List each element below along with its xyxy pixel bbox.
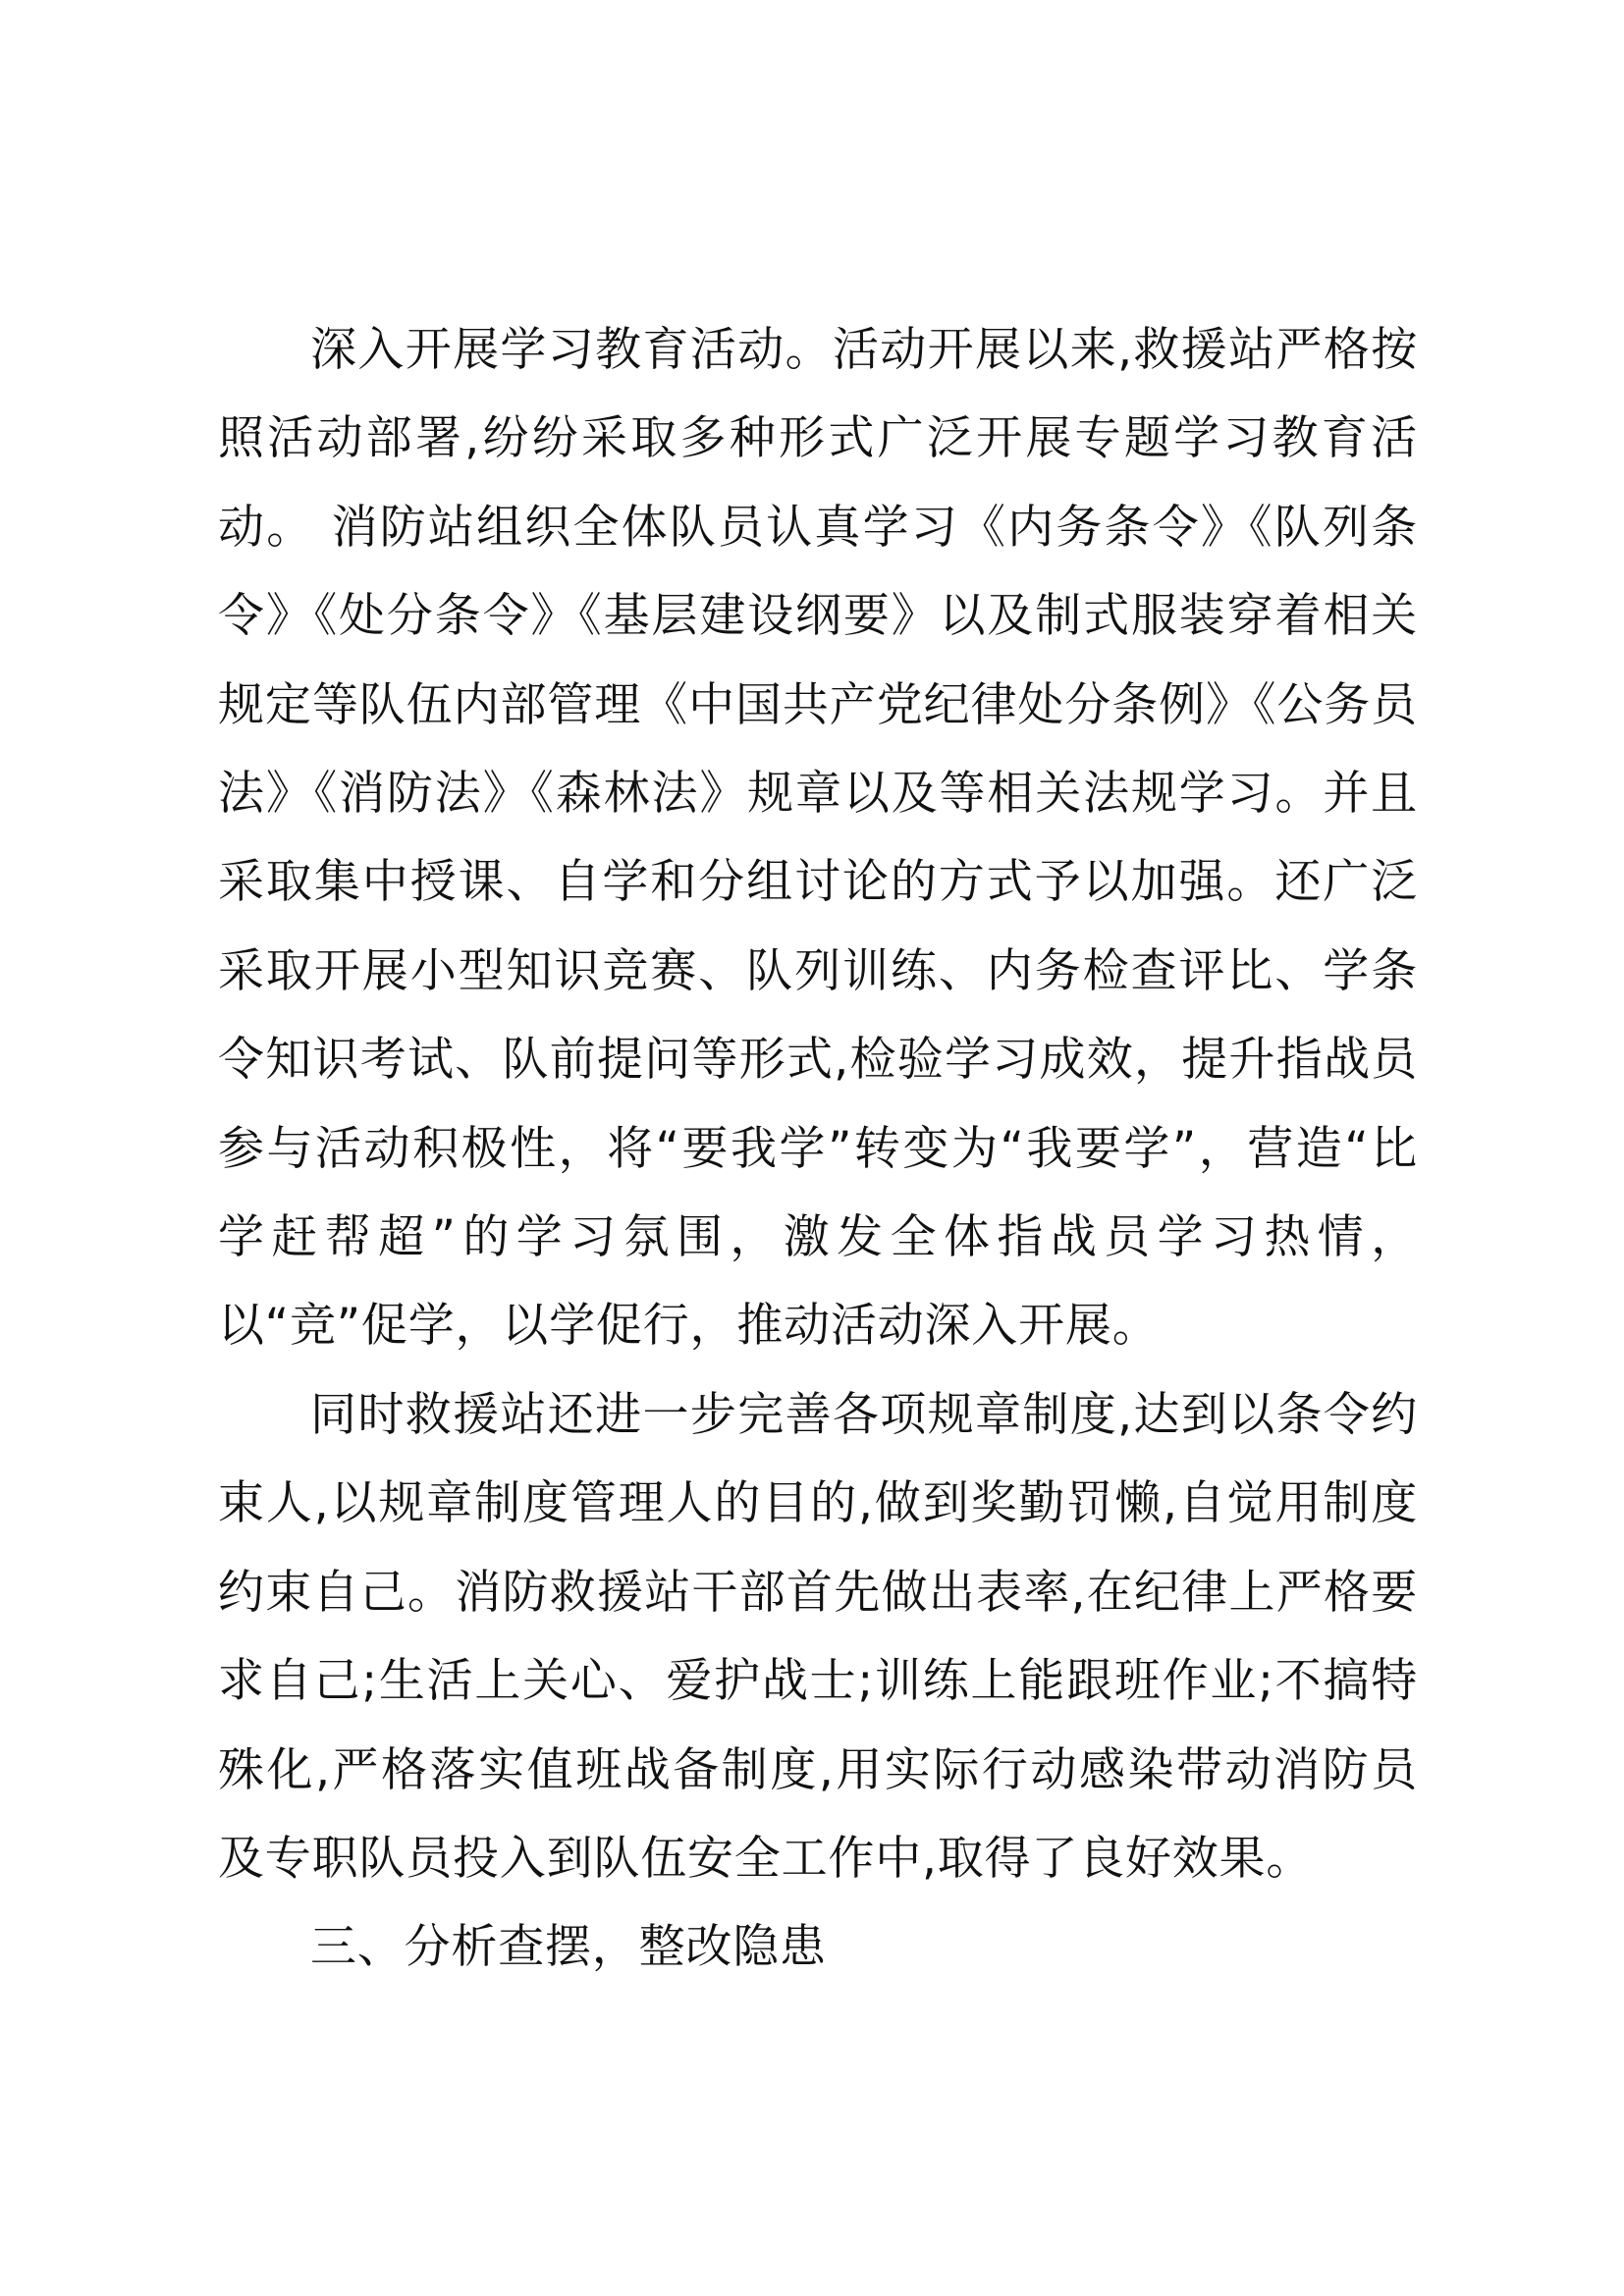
document-body bbox=[218, 306, 1418, 1993]
paragraph-rules-and-discipline: 同时救援站还进一步完善各项规章制度,达到以条令约束人,以规章制度管理人的目的,做到奖勤罚懒,自觉用制度约束自己。消防救援站干部首先做出表率,在纪律上严格要求自己;生活上关心、爱护战士;训练上能跟班作业;不搞特殊化,严格落实值班战备制度,用实际行动感染带动消防员及专职队员投入到队伍安全工作中,取得了良好效果。 bbox=[218, 1387, 1418, 1886]
paragraph-study-activities: 深入开展学习教育活动。活动开展以来,救援站严格按照活动部署,纷纷采取多种形式广泛开展专题学习教育活动。 消防站组织全体队员认真学习《内务条令》《队列条令》《处分条令》《基层建设纲要》以及制式服装穿着相关规定等队伍内部管理《中国共产党纪律处分条例》《公务员法》《消防法》《森林法》规章以及等相关法规学习。并且采取集中授课、自学和分组讨论的方式予以加强。还广泛采取开展小型知识竞赛、队列训练、内务检查评比、学条令知识考试、队前提问等形式,检验学习成效，提升指战员参与活动积极性，将“要我学”转变为“我要学”，营造“比学赶帮超”的学习氛围，激发全体指战员学习热情，以“竞”促学，以学促行，推动活动深入开展。 bbox=[218, 323, 1418, 1354]
section-heading: 三、分析查摆，整改隐患 bbox=[310, 1920, 827, 1975]
